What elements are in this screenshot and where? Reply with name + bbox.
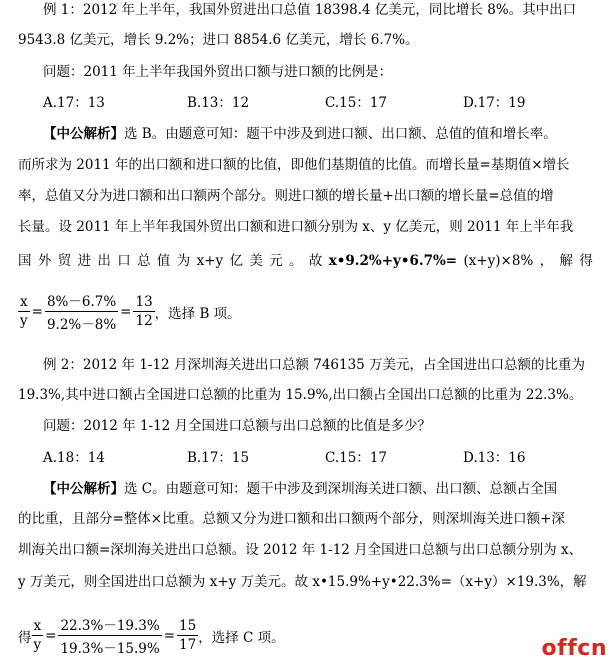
numerator: 13 bbox=[135, 294, 153, 310]
fraction-result bbox=[133, 294, 154, 329]
ex2-question: 问题：2012 年 1-12 月全国进口总额与出口总额的比值是多少？ bbox=[43, 418, 432, 434]
numerator: x bbox=[33, 618, 42, 634]
ex2-option-c: C.15：17 bbox=[325, 450, 387, 466]
equals-sign: = bbox=[163, 627, 176, 644]
ex1-option-d: D.17：19 bbox=[463, 95, 526, 111]
ex1-analysis-text: 选 B。由题意可知：题干中涉及到进口额、出口额、总值的值和增长率。 bbox=[124, 126, 557, 142]
ex1-justified-line bbox=[18, 252, 593, 270]
text-seg: 值 bbox=[156, 253, 171, 269]
text-seg: x+y bbox=[196, 253, 224, 269]
ex1-analysis-line4: 长量。设 2011 年上半年我国外贸出口额和进口额分别为 x、y 亿美元，则 2011 年上半年我 bbox=[18, 219, 574, 235]
denominator: y bbox=[33, 637, 42, 653]
ex1-analysis-line1 bbox=[43, 125, 557, 143]
ex2-option-b: B.17：15 bbox=[187, 450, 250, 466]
ex1-option-b: B.13：12 bbox=[187, 95, 250, 111]
formula-lead: 得 bbox=[18, 629, 32, 646]
ex1-question: 问题：2011 年上半年我国外贸出口额与进口额的比例是： bbox=[43, 64, 393, 80]
ex1-analysis-line3: 率，总值又分为进口额和出口额两个部分。则进口额的增长量+出口额的增长量=总值的增 bbox=[18, 188, 554, 204]
numerator: 15 bbox=[179, 618, 197, 634]
ex1-option-c: C.15：17 bbox=[325, 95, 387, 111]
ex1-line1: 例 1：2012 年上半年，我国外贸进出口总值 18398.4 亿美元，同比增长 8%。其中出口 bbox=[43, 2, 577, 18]
text-seg: 为 bbox=[176, 253, 191, 269]
text-seg: 总 bbox=[137, 253, 151, 269]
text-seg: 解 bbox=[559, 253, 573, 269]
ex2-analysis-line1 bbox=[43, 480, 557, 498]
fraction-proportions bbox=[58, 614, 161, 657]
ex2-option-d: D.13：16 bbox=[463, 450, 526, 466]
ex2-line1: 例 2：2012 年 1-12 月深圳海关进出口总额 746135 万美元，占全国进出口总额的比重为 bbox=[43, 357, 586, 373]
formula-tail: ，选择 B 项。 bbox=[154, 305, 241, 322]
denominator: 9.2%－8% bbox=[46, 317, 117, 333]
ex1-analysis-line2: 而所求为 2011 年的出口额和进口额的比值，即他们基期值的比值。而增长量=基期值×增长 bbox=[18, 157, 570, 173]
denominator: 12 bbox=[135, 313, 153, 329]
equals-sign: = bbox=[45, 627, 57, 644]
fraction-x-over-y bbox=[32, 618, 44, 653]
text-seg: x•9.2%+y•6.7%= bbox=[328, 253, 458, 269]
text-seg: 。 bbox=[289, 253, 303, 269]
equals-sign: = bbox=[31, 303, 43, 320]
ex1-formula bbox=[18, 290, 241, 333]
text-seg: 外 bbox=[37, 253, 52, 269]
fraction-result bbox=[177, 618, 198, 653]
ex1-line2: 9543.8 亿美元，增长 9.2%；进口 8854.6 亿美元，增长 6.7%。 bbox=[18, 32, 419, 48]
text-seg: (x+y)×8% bbox=[463, 253, 534, 269]
analysis-tag: 【中公解析】 bbox=[43, 126, 124, 142]
denominator: 19.3%－15.9% bbox=[60, 641, 160, 657]
fraction-x-over-y bbox=[18, 294, 30, 329]
text-seg: 进 bbox=[77, 253, 92, 269]
numerator: 8%－6.7% bbox=[45, 290, 118, 312]
text-seg: 口 bbox=[117, 253, 131, 269]
text-seg: 亿 bbox=[229, 253, 243, 269]
text-seg: 故 bbox=[308, 253, 323, 269]
equals-sign: = bbox=[120, 303, 132, 320]
ex2-analysis-line3: 圳海关出口额=深圳海关进出口总额。设 2012 年 1-12 月全国进口总额与出口总额分别为 x、 bbox=[18, 542, 583, 558]
ex2-analysis-line2: 的比重，且部分=整体×比重。总额又分为进口额和出口额两个部分，则深圳海关进口额+深 bbox=[18, 511, 565, 527]
ex2-analysis-text: 选 C。由题意可知：题干中涉及到深圳海关进口额、出口额、总额占全国 bbox=[124, 481, 558, 497]
text-seg: 出 bbox=[97, 253, 111, 269]
ex2-option-a: A.18：14 bbox=[43, 450, 105, 466]
text-seg: 国 bbox=[18, 253, 32, 269]
text-seg: 贸 bbox=[57, 253, 72, 269]
ex2-line2: 19.3%,其中进口额占全国进口总额的比重为 15.9%,出口额占全国出口总额的比重为 22.3%。 bbox=[18, 387, 583, 403]
denominator: 17 bbox=[179, 637, 197, 653]
text-seg: 元 bbox=[269, 253, 283, 269]
text-seg: 得 bbox=[579, 253, 593, 269]
formula-tail: ，选择 C 项。 bbox=[198, 629, 285, 646]
ex1-option-a: A.17：13 bbox=[43, 95, 105, 111]
text-seg: 美 bbox=[249, 253, 263, 269]
numerator: x bbox=[20, 294, 28, 310]
numerator: 22.3%－19.3% bbox=[58, 614, 161, 636]
text-seg: ， bbox=[539, 253, 554, 269]
analysis-tag: 【中公解析】 bbox=[43, 481, 124, 497]
ex2-formula bbox=[18, 614, 285, 657]
denominator: y bbox=[20, 313, 28, 329]
fraction-growth-rates bbox=[45, 290, 118, 333]
ex2-analysis-line4: y 万美元，则全国进出口总额为 x+y 万美元。故 x•15.9%+y•22.3%=（x+y）×19.3%，解 bbox=[18, 574, 587, 590]
offcn-watermark-logo: offcn bbox=[541, 636, 607, 661]
